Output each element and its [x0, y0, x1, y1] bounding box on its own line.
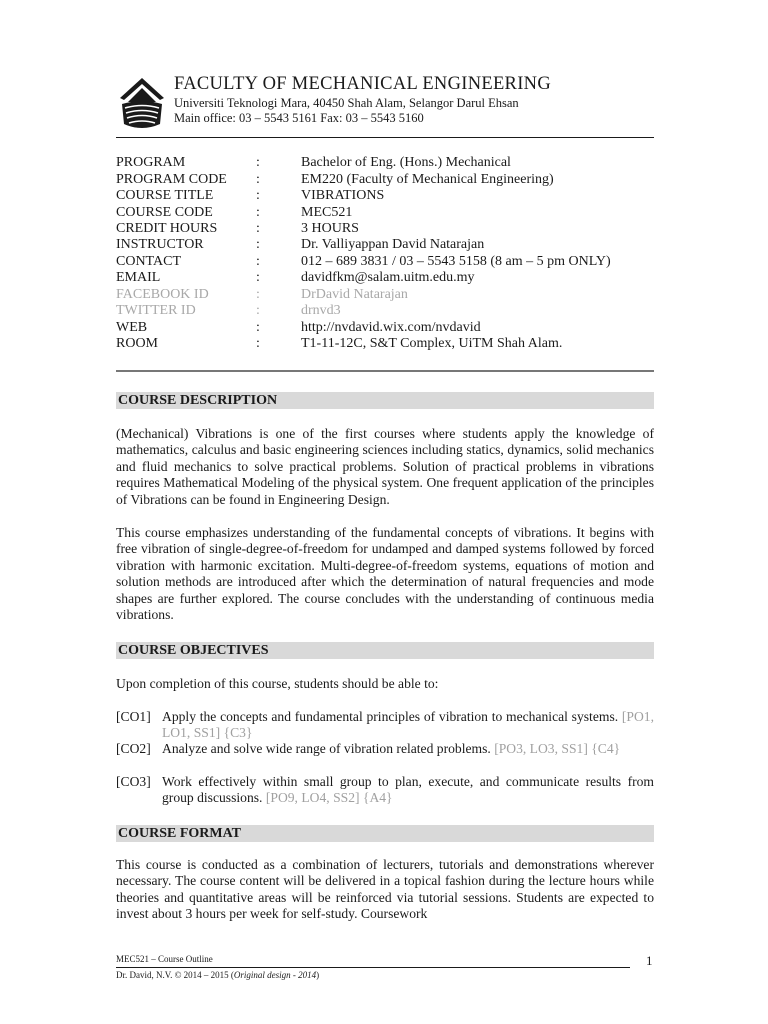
info-sep: : — [256, 221, 260, 236]
university-address: Universiti Teknologi Mara, 40450 Shah Alam, Selangor Darul Ehsan — [174, 96, 519, 110]
email-value[interactable]: davidfkm@salam.uitm.edu.my — [301, 270, 475, 285]
objective-tag: [CO3] — [116, 774, 151, 789]
info-key: PROGRAM CODE — [116, 172, 227, 187]
info-key: TWITTER ID — [116, 303, 196, 318]
info-sep: : — [256, 287, 260, 302]
info-key: INSTRUCTOR — [116, 237, 204, 252]
info-key: COURSE TITLE — [116, 188, 214, 203]
info-sep: : — [256, 188, 260, 203]
info-value: EM220 (Faculty of Mechanical Engineering) — [301, 172, 554, 187]
info-key: FACEBOOK ID — [116, 287, 209, 302]
objective-codes: [PO3, LO3, SS1] {C4} — [494, 741, 621, 756]
info-sep: : — [256, 303, 260, 318]
info-value: T1-11-12C, S&T Complex, UiTM Shah Alam. — [301, 336, 563, 351]
info-value: 3 HOURS — [301, 221, 359, 236]
info-sep: : — [256, 237, 260, 252]
info-divider — [116, 370, 654, 372]
footer-credit: Dr. David, N.V. © 2014 – 2015 (Original design - 2014) — [116, 970, 320, 980]
info-value: DrDavid Natarajan — [301, 287, 408, 302]
info-key: COURSE CODE — [116, 205, 213, 220]
info-sep: : — [256, 336, 260, 351]
info-value: Bachelor of Eng. (Hons.) Mechanical — [301, 155, 511, 170]
info-value: MEC521 — [301, 205, 353, 220]
web-link[interactable]: http://nvdavid.wix.com/nvdavid — [301, 320, 481, 335]
office-contact: Main office: 03 – 5543 5161 Fax: 03 – 5543 5160 — [174, 111, 424, 125]
info-value: VIBRATIONS — [301, 188, 385, 203]
info-key: CREDIT HOURS — [116, 221, 218, 236]
section-heading-objectives: COURSE OBJECTIVES — [116, 642, 654, 659]
info-sep: : — [256, 254, 260, 269]
uitm-logo — [116, 76, 168, 132]
info-sep: : — [256, 205, 260, 220]
info-sep: : — [256, 172, 260, 187]
page-number: 1 — [646, 953, 653, 968]
info-sep: : — [256, 270, 260, 285]
footer-divider — [116, 967, 630, 968]
description-paragraph-1: (Mechanical) Vibrations is one of the first courses where students apply the knowledge of mathematics, calculus and basic engineering sciences including statics, dynamics, solid mechanics and fluid mechanics to solve practical problems. Solution of practical problems in vibrations requires Mathematical Modeling of the physical system. One frequent application of the principles of Vibrations can be found in Engineering Design. — [116, 426, 654, 507]
header-divider — [116, 137, 654, 138]
format-paragraph-1: This course is conducted as a combination of lecturers, tutorials and demonstrations wherever necessary. The course content will be delivered in a topical fashion during the lecture hours while theories and quantitative areas will be reinforced via tutorial sessions. Students are expected to invest about 3 hours per week for self-study. Coursework — [116, 857, 654, 922]
info-value: 012 – 689 3831 / 03 – 5543 5158 (8 am – 5 pm ONLY) — [301, 254, 611, 269]
info-key: PROGRAM — [116, 155, 186, 170]
info-key: ROOM — [116, 336, 159, 351]
info-value: drnvd3 — [301, 303, 341, 318]
objective-codes: [PO1, LO1, SS1] {C3} — [162, 709, 654, 741]
info-sep: : — [256, 155, 260, 170]
objectives-intro: Upon completion of this course, students should be able to: — [116, 676, 439, 691]
info-key: CONTACT — [116, 254, 181, 269]
info-key: WEB — [116, 320, 148, 335]
section-heading-description: COURSE DESCRIPTION — [116, 392, 654, 409]
objective-codes: [PO9, LO4, SS2] {A4} — [265, 790, 393, 806]
info-value: Dr. Valliyappan David Natarajan — [301, 237, 485, 252]
footer-course-label: MEC521 – Course Outline — [116, 954, 213, 964]
objective-text: Apply the concepts and fundamental principles of vibration to mechanical systems. [PO1, LO1, SS1] {C3} — [162, 709, 654, 741]
description-paragraph-2: This course emphasizes understanding of the fundamental concepts of vibrations. It begins with free vibration of single-degree-of-freedom for undamped and damped systems followed by forced vibration with harmonic excitation. Multi-degree-of-freedom systems, equations of motion and solution methods are introduced after which the determination of natural frequencies and mode shapes are further explored. The course concludes with the understanding of continuous media vibrations. — [116, 525, 654, 623]
objective-text: Work effectively within small group to plan, execute, and communicate results from group discussions. [PO9, LO4, SS2] {A4} — [162, 774, 654, 806]
info-key: EMAIL — [116, 270, 161, 285]
faculty-title: FACULTY OF MECHANICAL ENGINEERING — [174, 74, 551, 94]
objective-tag: [CO2] — [116, 741, 151, 756]
section-heading-format: COURSE FORMAT — [116, 825, 654, 842]
objective-text: Analyze and solve wide range of vibration related problems. [PO3, LO3, SS1] {C4} — [162, 741, 621, 756]
info-sep: : — [256, 320, 260, 335]
objective-tag: [CO1] — [116, 709, 151, 724]
